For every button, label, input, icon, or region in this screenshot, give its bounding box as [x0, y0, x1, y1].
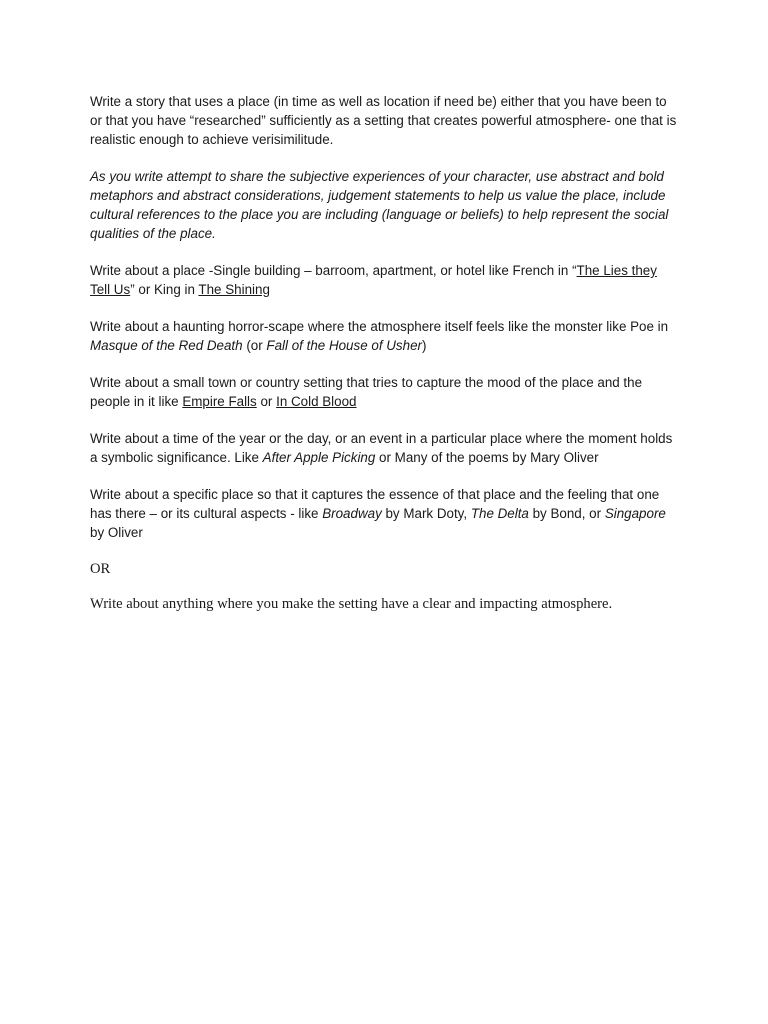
prompt-text: or	[256, 394, 277, 409]
intro-paragraph: Write a story that uses a place (in time as well as location if need be) either that you have been to or that you have “researched” sufficiently as a setting that creates powerful atmosphere- one that is realistic enough to achieve verisimilitude.	[90, 94, 677, 147]
or-separator: OR	[90, 561, 111, 577]
prompt-text: (or	[242, 338, 267, 353]
prompt-text: or Many of the poems by Mary Oliver	[375, 450, 599, 465]
prompt-text: Write about a specific place so that it captures the essence of that place and the feeling that one has there – or its cultural aspects - like	[90, 487, 660, 521]
prompt-text: Write about a time of the year or the day, or an event in a particular place where the moment holds a symbolic significance. Like	[90, 431, 673, 465]
title-masque-of-the-red-death: Masque of the Red Death	[90, 338, 243, 353]
title-after-apple-picking: After Apple Picking	[262, 450, 376, 465]
title-empire-falls: Empire Falls	[182, 394, 257, 409]
guidance-paragraph: As you write attempt to share the subjective experiences of your character, use abstract and bold metaphors and abstract considerations, judgement statements to help us value the place, include cultural references to the place you are including (language or beliefs) to help represent the social qualities of the place.	[90, 169, 669, 241]
prompt-text: ” or King in	[130, 282, 199, 297]
prompt-text: by Mark Doty,	[381, 506, 471, 521]
document-page	[90, 92, 680, 614]
title-the-shining: The Shining	[198, 282, 270, 297]
title-in-cold-blood: In Cold Blood	[276, 394, 357, 409]
title-fall-of-the-house-of-usher: Fall of the House of Usher	[266, 338, 422, 353]
prompt-text: by Oliver	[90, 525, 143, 540]
prompt-text: Write about a small town or country setting that tries to capture the mood of the place and the people in it like	[90, 375, 643, 409]
title-the-lies-they-tell-us: The Lies they Tell Us	[90, 263, 657, 297]
prompt-small-town	[90, 373, 680, 411]
prompt-horror-scape	[90, 317, 680, 355]
title-singapore: Singapore	[604, 506, 666, 521]
prompt-time-of-year	[90, 429, 680, 467]
prompt-text: by Bond, or	[528, 506, 605, 521]
prompt-text: Write about a place -Single building – barroom, apartment, or hotel like French in “	[90, 263, 577, 278]
title-broadway: Broadway	[322, 506, 382, 521]
prompt-text: Write about a haunting horror-scape where the atmosphere itself feels like the monster like Poe in	[90, 319, 669, 334]
prompt-specific-place	[90, 485, 680, 542]
closing-paragraph: Write about anything where you make the setting have a clear and impacting atmosphere.	[90, 596, 613, 612]
prompt-single-building	[90, 261, 680, 299]
prompt-text: )	[421, 338, 427, 353]
title-the-delta: The Delta	[470, 506, 529, 521]
